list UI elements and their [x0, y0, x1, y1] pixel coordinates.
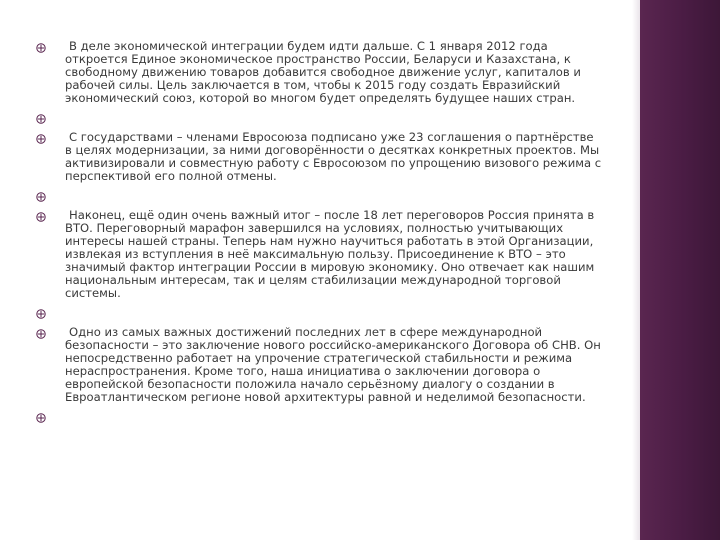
- circled-cross-bullet-icon: [36, 114, 46, 124]
- circled-cross-bullet-icon: [36, 309, 46, 319]
- circled-cross-bullet-icon: [36, 192, 46, 202]
- paragraph-text: В деле экономической интеграции будем идти дальше. С 1 января 2012 года откроется Единое экономическое пространство России, Беларуси и Казахстана, к свободному движению товаров добавится свободное движение услуг, капиталов и рабочей силы. Цель заключается в том, чтобы к 2015 году создать Евразийский экономический союз, которой во многом будет определять будущее наших стран.: [65, 39, 581, 105]
- list-item: [36, 40, 602, 105]
- list-item: [36, 131, 602, 183]
- sidebar-edge: [632, 0, 640, 540]
- decorative-sidebar: [640, 0, 720, 540]
- paragraph-text: Наконец, ещё один очень важный итог – после 18 лет переговоров Россия принята в ВТО. Переговорный марафон завершился на условиях, полностью учитывающих интересы нашей страны. Теперь нам нужно научиться работать в этой Организации, извлекая из вступления в неё максимальную пользу. Присоединение к ВТО – это значимый фактор интеграции России в мировую экономику. Оно отвечает как нашим национальным интересам, так и целям стабилизации международной торговой системы.: [65, 208, 595, 300]
- paragraph-text: Одно из самых важных достижений последних лет в сфере международной безопасности – это заключение нового российско-американского Договора об СНВ. Он непосредственно работает на упрочение стратегической стабильности и режима нераспространения. Кроме того, наша инициатива о заключении договора о европейской безопасности положила начало серьёзному диалогу о создании в Евроатлантическом регионе новой архитектуры равной и неделимой безопасности.: [65, 325, 601, 404]
- empty-list-item: [36, 189, 602, 209]
- empty-list-item: [36, 410, 602, 430]
- circled-cross-bullet-icon: [36, 134, 46, 144]
- list-item: [36, 209, 602, 300]
- circled-cross-bullet-icon: [36, 43, 46, 53]
- empty-list-item: [36, 306, 602, 326]
- paragraph-text: С государствами – членами Евросоюза подписано уже 23 соглашения о партнёрстве в целях модернизации, за ними договорённости о десятках конкретных проектов. Мы активизировали и совместную работу с Евросоюзом по упрощению визового режима с перспективой его полной отмены.: [65, 130, 602, 183]
- circled-cross-bullet-icon: [36, 212, 46, 222]
- empty-list-item: [36, 111, 602, 131]
- bullet-list: [36, 40, 602, 430]
- circled-cross-bullet-icon: [36, 413, 46, 423]
- circled-cross-bullet-icon: [36, 329, 46, 339]
- list-item: [36, 326, 602, 404]
